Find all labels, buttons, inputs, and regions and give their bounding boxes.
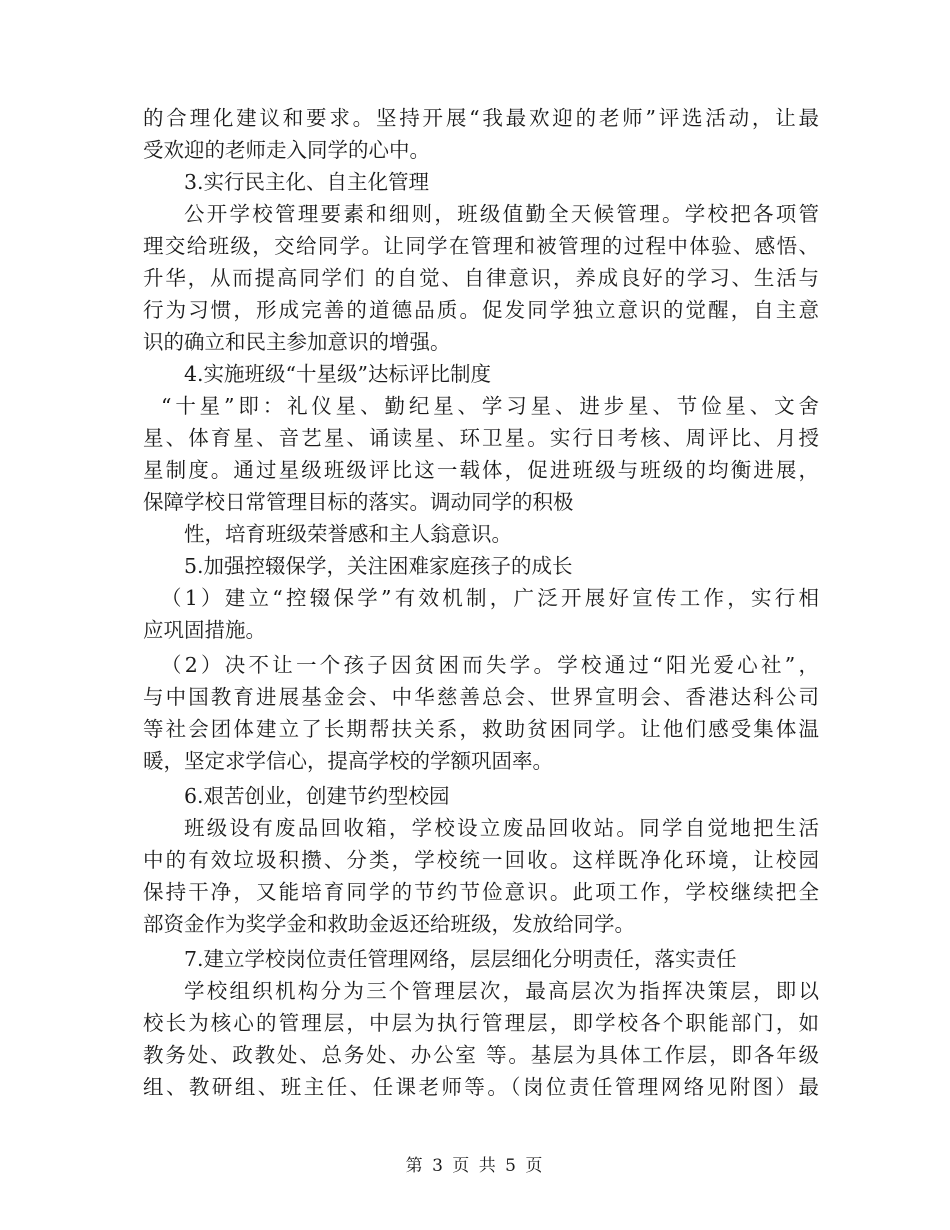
paragraph-line: 学校组织机构分为三个管理层次，最高层次为指挥决策层，即以 (184, 979, 819, 1003)
paragraph-line: 班级设有废品回收箱，学校设立废品回收站。同学自觉地把生活 (184, 816, 819, 840)
page-number-footer: 第 3 页 共 5 页 (405, 1156, 545, 1176)
paragraph-line: 组、教研组、班主任、任课老师等。（岗位责任管理网络见附图）最 (143, 1075, 819, 1099)
section-heading: 7.建立学校岗位责任管理网络，层层细化分明责任，落实责任 (184, 947, 737, 971)
paragraph-line: “十星”即：礼仪星、勤纪星、学习星、进步星、节俭星、文舍 (161, 394, 819, 418)
paragraph-line: 星制度。通过星级班级评比这一载体，促进班级与班级的均衡进展， (143, 458, 819, 482)
paragraph-line: 暖，坚定求学信心，提高学校的学额巩固率。 (143, 749, 553, 773)
paragraph-line: 行为习惯，形成完善的道德品质。促发同学独立意识的觉醒，自主意 (143, 298, 819, 322)
paragraph-line: 的合理化建议和要求。坚持开展“我最欢迎的老师”评选活动，让最 (143, 106, 819, 130)
paragraph-line: 等社会团体建立了长期帮扶关系，救助贫困同学。让他们感受集体温 (143, 717, 819, 741)
section-heading: 5.加强控辍保学，关注困难家庭孩子的成长 (184, 554, 573, 578)
section-heading: 3.实行民主化、自主化管理 (184, 170, 430, 194)
paragraph-line: 保持干净，又能培育同学的节约节俭意识。此项工作，学校继续把全 (143, 880, 819, 904)
paragraph-line: 公开学校管理要素和细则，班级值勤全天候管理。学校把各项管 (184, 202, 819, 226)
paragraph-line: 受欢迎的老师走入同学的心中。 (143, 138, 430, 162)
paragraph-line: 校长为核心的管理层，中层为执行管理层，即学校各个职能部门，如 (143, 1011, 819, 1035)
paragraph-line: 识的确立和民主参加意识的增强。 (143, 330, 451, 354)
paragraph-line: （1）建立“控辍保学”有效机制，广泛开展好宣传工作，实行相 (161, 586, 819, 610)
paragraph-line: 与中国教育进展基金会、中华慈善总会、世界宣明会、香港达科公司 (143, 685, 819, 709)
paragraph-line: 教务处、政教处、总务处、办公室 等。基层为具体工作层，即各年级 (143, 1043, 819, 1067)
paragraph-line: 星、体育星、音艺星、诵读星、环卫星。实行日考核、周评比、月授 (143, 426, 819, 450)
paragraph-line: 部资金作为奖学金和救助金返还给班级，发放给同学。 (143, 912, 635, 936)
paragraph-line: 保障学校日常管理目标的落实。调动同学的积极 (143, 490, 574, 514)
paragraph-line: 性，培育班级荣誉感和主人翁意识。 (184, 522, 512, 546)
paragraph-line: （2）决不让一个孩子因贫困而失学。学校通过“阳光爱心社”， (161, 653, 819, 677)
paragraph-line: 理交给班级，交给同学。让同学在管理和被管理的过程中体验、感悟、 (143, 234, 819, 258)
paragraph-line: 应巩固措施。 (143, 618, 266, 642)
section-heading: 6.艰苦创业，创建节约型校园 (184, 784, 450, 808)
document-body (143, 102, 819, 1103)
paragraph-line: 中的有效垃圾积攒、分类，学校统一回收。这样既净化环境，让校园 (143, 848, 819, 872)
paragraph-line: 升华，从而提高同学们 的自觉、自律意识，养成良好的学习、生活与 (143, 266, 819, 290)
section-heading: 4.实施班级“十星级”达标评比制度 (184, 362, 492, 386)
